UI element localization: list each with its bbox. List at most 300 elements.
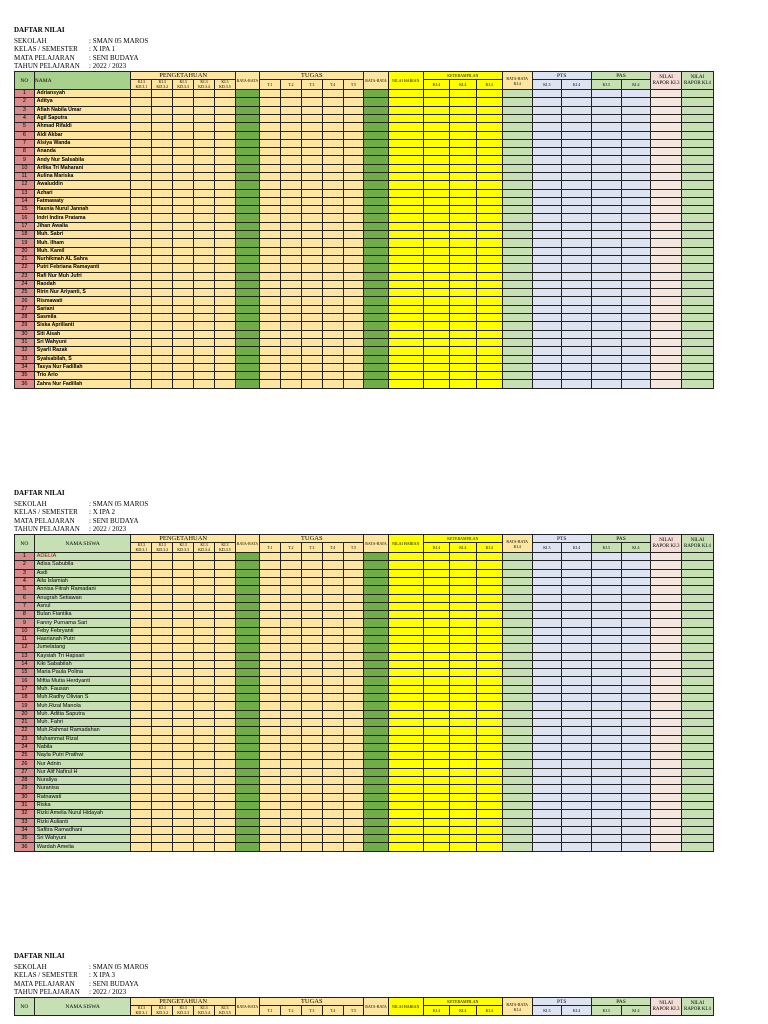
grade-cell[interactable] [322,164,343,172]
grade-cell[interactable] [343,297,364,305]
grade-cell[interactable] [502,718,532,726]
grade-cell[interactable] [651,635,682,643]
grade-cell[interactable] [152,660,173,668]
grade-cell[interactable] [260,710,281,718]
grade-cell[interactable] [194,553,215,561]
grade-cell[interactable] [476,818,502,826]
grade-cell[interactable] [423,98,449,106]
grade-cell[interactable] [562,793,592,801]
grade-cell[interactable] [322,98,343,106]
grade-cell[interactable] [280,586,301,594]
grade-cell[interactable] [173,297,194,305]
grade-cell[interactable] [214,214,235,222]
grade-cell[interactable] [364,264,388,272]
grade-cell[interactable] [343,710,364,718]
grade-cell[interactable] [621,735,651,743]
grade-cell[interactable] [562,305,592,313]
grade-cell[interactable] [681,355,713,363]
grade-cell[interactable] [301,98,322,106]
grade-cell[interactable] [173,322,194,330]
grade-cell[interactable] [621,90,651,98]
grade-cell[interactable] [280,702,301,710]
grade-cell[interactable] [364,768,388,776]
grade-cell[interactable] [301,272,322,280]
grade-cell[interactable] [591,305,621,313]
grade-cell[interactable] [322,777,343,785]
grade-cell[interactable] [450,181,476,189]
grade-cell[interactable] [260,239,281,247]
grade-cell[interactable] [388,355,423,363]
grade-cell[interactable] [502,694,532,702]
grade-cell[interactable] [260,314,281,322]
grade-cell[interactable] [235,619,259,627]
grade-cell[interactable] [651,239,682,247]
grade-cell[interactable] [152,735,173,743]
grade-cell[interactable] [173,635,194,643]
grade-cell[interactable] [532,793,562,801]
grade-cell[interactable] [235,702,259,710]
grade-cell[interactable] [562,727,592,735]
grade-cell[interactable] [214,338,235,346]
grade-cell[interactable] [364,818,388,826]
grade-cell[interactable] [388,768,423,776]
grade-cell[interactable] [260,611,281,619]
grade-cell[interactable] [235,727,259,735]
grade-cell[interactable] [131,694,152,702]
grade-cell[interactable] [681,777,713,785]
grade-cell[interactable] [562,280,592,288]
grade-cell[interactable] [562,669,592,677]
grade-cell[interactable] [194,735,215,743]
grade-cell[interactable] [173,289,194,297]
grade-cell[interactable] [651,710,682,718]
grade-cell[interactable] [131,114,152,122]
grade-cell[interactable] [502,255,532,263]
grade-cell[interactable] [322,181,343,189]
grade-cell[interactable] [235,826,259,834]
grade-cell[interactable] [152,289,173,297]
grade-cell[interactable] [388,330,423,338]
grade-cell[interactable] [173,338,194,346]
grade-cell[interactable] [621,148,651,156]
grade-cell[interactable] [450,644,476,652]
grade-cell[interactable] [450,635,476,643]
grade-cell[interactable] [214,577,235,585]
grade-cell[interactable] [388,372,423,380]
grade-cell[interactable] [260,685,281,693]
grade-cell[interactable] [591,297,621,305]
grade-cell[interactable] [343,380,364,388]
grade-cell[interactable] [532,214,562,222]
grade-cell[interactable] [322,123,343,131]
grade-cell[interactable] [343,247,364,255]
grade-cell[interactable] [364,644,388,652]
grade-cell[interactable] [301,231,322,239]
grade-cell[interactable] [476,380,502,388]
grade-cell[interactable] [502,586,532,594]
grade-cell[interactable] [388,801,423,809]
grade-cell[interactable] [681,768,713,776]
grade-cell[interactable] [364,90,388,98]
grade-cell[interactable] [152,314,173,322]
grade-cell[interactable] [343,139,364,147]
grade-cell[interactable] [621,727,651,735]
grade-cell[interactable] [173,314,194,322]
grade-cell[interactable] [322,685,343,693]
grade-cell[interactable] [388,297,423,305]
grade-cell[interactable] [131,305,152,313]
grade-cell[interactable] [532,172,562,180]
grade-cell[interactable] [214,669,235,677]
grade-cell[interactable] [260,280,281,288]
grade-cell[interactable] [214,652,235,660]
grade-cell[interactable] [173,206,194,214]
grade-cell[interactable] [621,669,651,677]
grade-cell[interactable] [152,90,173,98]
grade-cell[interactable] [562,694,592,702]
grade-cell[interactable] [173,652,194,660]
grade-cell[interactable] [343,330,364,338]
grade-cell[interactable] [423,561,449,569]
grade-cell[interactable] [280,139,301,147]
grade-cell[interactable] [502,380,532,388]
grade-cell[interactable] [173,777,194,785]
grade-cell[interactable] [532,264,562,272]
grade-cell[interactable] [280,189,301,197]
grade-cell[interactable] [388,818,423,826]
grade-cell[interactable] [173,694,194,702]
grade-cell[interactable] [621,380,651,388]
grade-cell[interactable] [450,760,476,768]
grade-cell[interactable] [450,330,476,338]
grade-cell[interactable] [173,685,194,693]
grade-cell[interactable] [235,139,259,147]
grade-cell[interactable] [450,569,476,577]
grade-cell[interactable] [532,156,562,164]
grade-cell[interactable] [214,255,235,263]
grade-cell[interactable] [260,206,281,214]
grade-cell[interactable] [450,718,476,726]
grade-cell[interactable] [322,90,343,98]
grade-cell[interactable] [280,818,301,826]
grade-cell[interactable] [343,810,364,818]
grade-cell[interactable] [562,577,592,585]
grade-cell[interactable] [280,264,301,272]
grade-cell[interactable] [450,148,476,156]
grade-cell[interactable] [173,280,194,288]
grade-cell[interactable] [301,114,322,122]
grade-cell[interactable] [343,123,364,131]
grade-cell[interactable] [681,164,713,172]
grade-cell[interactable] [651,148,682,156]
grade-cell[interactable] [235,264,259,272]
grade-cell[interactable] [621,577,651,585]
grade-cell[interactable] [152,297,173,305]
grade-cell[interactable] [423,553,449,561]
grade-cell[interactable] [502,164,532,172]
grade-cell[interactable] [681,247,713,255]
grade-cell[interactable] [681,380,713,388]
grade-cell[interactable] [364,669,388,677]
grade-cell[interactable] [364,835,388,843]
grade-cell[interactable] [562,372,592,380]
grade-cell[interactable] [388,347,423,355]
grade-cell[interactable] [131,835,152,843]
grade-cell[interactable] [476,372,502,380]
grade-cell[interactable] [532,338,562,346]
grade-cell[interactable] [621,347,651,355]
grade-cell[interactable] [301,752,322,760]
grade-cell[interactable] [532,272,562,280]
grade-cell[interactable] [194,139,215,147]
grade-cell[interactable] [681,106,713,114]
grade-cell[interactable] [476,322,502,330]
grade-cell[interactable] [388,694,423,702]
grade-cell[interactable] [681,172,713,180]
grade-cell[interactable] [214,247,235,255]
grade-cell[interactable] [194,322,215,330]
grade-cell[interactable] [476,835,502,843]
grade-cell[interactable] [532,280,562,288]
grade-cell[interactable] [532,727,562,735]
grade-cell[interactable] [423,239,449,247]
grade-cell[interactable] [131,652,152,660]
grade-cell[interactable] [152,602,173,610]
grade-cell[interactable] [681,280,713,288]
grade-cell[interactable] [194,289,215,297]
grade-cell[interactable] [651,355,682,363]
grade-cell[interactable] [131,98,152,106]
grade-cell[interactable] [681,835,713,843]
grade-cell[interactable] [502,760,532,768]
grade-cell[interactable] [235,164,259,172]
grade-cell[interactable] [194,197,215,205]
grade-cell[interactable] [423,114,449,122]
grade-cell[interactable] [621,214,651,222]
grade-cell[interactable] [621,322,651,330]
grade-cell[interactable] [152,594,173,602]
grade-cell[interactable] [388,189,423,197]
grade-cell[interactable] [194,594,215,602]
grade-cell[interactable] [476,586,502,594]
grade-cell[interactable] [591,363,621,371]
grade-cell[interactable] [260,594,281,602]
grade-cell[interactable] [502,206,532,214]
grade-cell[interactable] [235,818,259,826]
grade-cell[interactable] [502,635,532,643]
grade-cell[interactable] [388,660,423,668]
grade-cell[interactable] [423,222,449,230]
grade-cell[interactable] [476,635,502,643]
grade-cell[interactable] [651,330,682,338]
grade-cell[interactable] [681,338,713,346]
grade-cell[interactable] [388,90,423,98]
grade-cell[interactable] [591,652,621,660]
grade-cell[interactable] [621,810,651,818]
grade-cell[interactable] [260,752,281,760]
grade-cell[interactable] [173,98,194,106]
grade-cell[interactable] [621,710,651,718]
grade-cell[interactable] [235,272,259,280]
grade-cell[interactable] [322,247,343,255]
grade-cell[interactable] [280,561,301,569]
grade-cell[interactable] [173,139,194,147]
grade-cell[interactable] [562,735,592,743]
grade-cell[interactable] [591,735,621,743]
grade-cell[interactable] [502,123,532,131]
grade-cell[interactable] [450,561,476,569]
grade-cell[interactable] [621,611,651,619]
grade-cell[interactable] [301,197,322,205]
grade-cell[interactable] [364,197,388,205]
grade-cell[interactable] [562,818,592,826]
grade-cell[interactable] [651,280,682,288]
grade-cell[interactable] [681,743,713,751]
grade-cell[interactable] [388,197,423,205]
grade-cell[interactable] [502,197,532,205]
grade-cell[interactable] [651,735,682,743]
grade-cell[interactable] [235,594,259,602]
grade-cell[interactable] [476,677,502,685]
grade-cell[interactable] [681,718,713,726]
grade-cell[interactable] [173,785,194,793]
grade-cell[interactable] [591,172,621,180]
grade-cell[interactable] [173,602,194,610]
grade-cell[interactable] [194,785,215,793]
grade-cell[interactable] [651,835,682,843]
grade-cell[interactable] [280,652,301,660]
grade-cell[interactable] [476,239,502,247]
grade-cell[interactable] [423,569,449,577]
grade-cell[interactable] [131,553,152,561]
grade-cell[interactable] [450,710,476,718]
grade-cell[interactable] [532,611,562,619]
grade-cell[interactable] [591,197,621,205]
grade-cell[interactable] [532,164,562,172]
grade-cell[interactable] [131,189,152,197]
grade-cell[interactable] [131,594,152,602]
grade-cell[interactable] [173,181,194,189]
grade-cell[interactable] [260,577,281,585]
grade-cell[interactable] [423,372,449,380]
grade-cell[interactable] [194,611,215,619]
grade-cell[interactable] [173,231,194,239]
grade-cell[interactable] [260,843,281,851]
grade-cell[interactable] [301,743,322,751]
grade-cell[interactable] [450,627,476,635]
grade-cell[interactable] [343,760,364,768]
grade-cell[interactable] [322,644,343,652]
grade-cell[interactable] [301,347,322,355]
grade-cell[interactable] [450,694,476,702]
grade-cell[interactable] [591,727,621,735]
grade-cell[interactable] [214,123,235,131]
grade-cell[interactable] [235,280,259,288]
grade-cell[interactable] [364,752,388,760]
grade-cell[interactable] [280,297,301,305]
grade-cell[interactable] [280,330,301,338]
grade-cell[interactable] [562,322,592,330]
grade-cell[interactable] [562,123,592,131]
grade-cell[interactable] [621,602,651,610]
grade-cell[interactable] [621,677,651,685]
grade-cell[interactable] [194,644,215,652]
grade-cell[interactable] [476,611,502,619]
grade-cell[interactable] [173,222,194,230]
grade-cell[interactable] [322,752,343,760]
grade-cell[interactable] [322,372,343,380]
grade-cell[interactable] [532,743,562,751]
grade-cell[interactable] [152,669,173,677]
grade-cell[interactable] [591,255,621,263]
grade-cell[interactable] [152,139,173,147]
grade-cell[interactable] [591,835,621,843]
grade-cell[interactable] [681,577,713,585]
grade-cell[interactable] [423,181,449,189]
grade-cell[interactable] [260,835,281,843]
grade-cell[interactable] [152,553,173,561]
grade-cell[interactable] [301,314,322,322]
grade-cell[interactable] [621,553,651,561]
grade-cell[interactable] [131,372,152,380]
grade-cell[interactable] [423,644,449,652]
grade-cell[interactable] [591,669,621,677]
grade-cell[interactable] [532,735,562,743]
grade-cell[interactable] [214,760,235,768]
grade-cell[interactable] [591,702,621,710]
grade-cell[interactable] [301,627,322,635]
grade-cell[interactable] [194,222,215,230]
grade-cell[interactable] [591,272,621,280]
grade-cell[interactable] [322,330,343,338]
grade-cell[interactable] [194,231,215,239]
grade-cell[interactable] [388,710,423,718]
grade-cell[interactable] [651,231,682,239]
grade-cell[interactable] [423,727,449,735]
grade-cell[interactable] [681,760,713,768]
grade-cell[interactable] [214,553,235,561]
grade-cell[interactable] [280,164,301,172]
grade-cell[interactable] [301,801,322,809]
grade-cell[interactable] [532,131,562,139]
grade-cell[interactable] [301,619,322,627]
grade-cell[interactable] [343,577,364,585]
grade-cell[interactable] [502,818,532,826]
grade-cell[interactable] [388,363,423,371]
grade-cell[interactable] [152,752,173,760]
grade-cell[interactable] [651,727,682,735]
grade-cell[interactable] [621,818,651,826]
grade-cell[interactable] [173,148,194,156]
grade-cell[interactable] [423,264,449,272]
grade-cell[interactable] [194,314,215,322]
grade-cell[interactable] [423,735,449,743]
grade-cell[interactable] [681,181,713,189]
grade-cell[interactable] [651,611,682,619]
grade-cell[interactable] [131,777,152,785]
grade-cell[interactable] [131,710,152,718]
grade-cell[interactable] [173,363,194,371]
grade-cell[interactable] [651,322,682,330]
grade-cell[interactable] [591,635,621,643]
grade-cell[interactable] [532,826,562,834]
grade-cell[interactable] [423,148,449,156]
grade-cell[interactable] [343,801,364,809]
grade-cell[interactable] [651,197,682,205]
grade-cell[interactable] [591,785,621,793]
grade-cell[interactable] [364,586,388,594]
grade-cell[interactable] [450,577,476,585]
